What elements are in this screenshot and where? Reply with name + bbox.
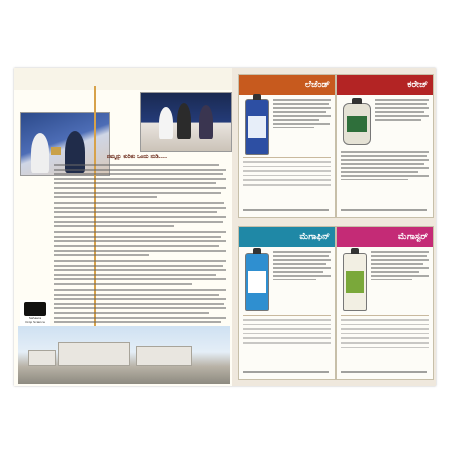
product-card-megastar <box>336 226 434 380</box>
product-banner: ಲೆಜೆಂಡ್ <box>239 75 335 95</box>
event-photo-stage <box>140 92 232 152</box>
about-us-text-block <box>54 164 226 330</box>
dosage-table <box>243 157 331 189</box>
brochure-spread <box>14 68 436 386</box>
product-bottle <box>343 103 371 145</box>
factory-building <box>136 346 192 366</box>
right-page <box>232 68 436 386</box>
product-banner: ಮೆಗಾಫಿನ್ <box>239 227 335 247</box>
product-card-legend <box>238 74 336 218</box>
person-figure <box>159 107 173 139</box>
left-page <box>14 68 232 386</box>
factory-photo <box>18 326 230 384</box>
product-bottle <box>245 253 269 311</box>
product-banner: ಕರೇಜ್ <box>337 75 433 95</box>
dosage-table <box>341 315 429 351</box>
product-banner: ಮೆಗಾಸ್ಟರ್ <box>337 227 433 247</box>
product-card-courage <box>336 74 434 218</box>
product-bottle <box>245 99 269 155</box>
factory-building <box>58 342 130 366</box>
factory-building <box>28 350 56 366</box>
company-logo: Sahasra Crop Science <box>20 300 50 330</box>
person-figure <box>199 105 213 139</box>
product-bottle <box>343 253 367 311</box>
person-figure <box>177 103 191 139</box>
dosage-table <box>243 315 331 347</box>
about-us-heading: ನಮ್ಮನ್ನು ಕುರಿತು ಒಂದು ನುಡಿ.... <box>106 154 168 160</box>
product-card-megafin <box>238 226 336 380</box>
